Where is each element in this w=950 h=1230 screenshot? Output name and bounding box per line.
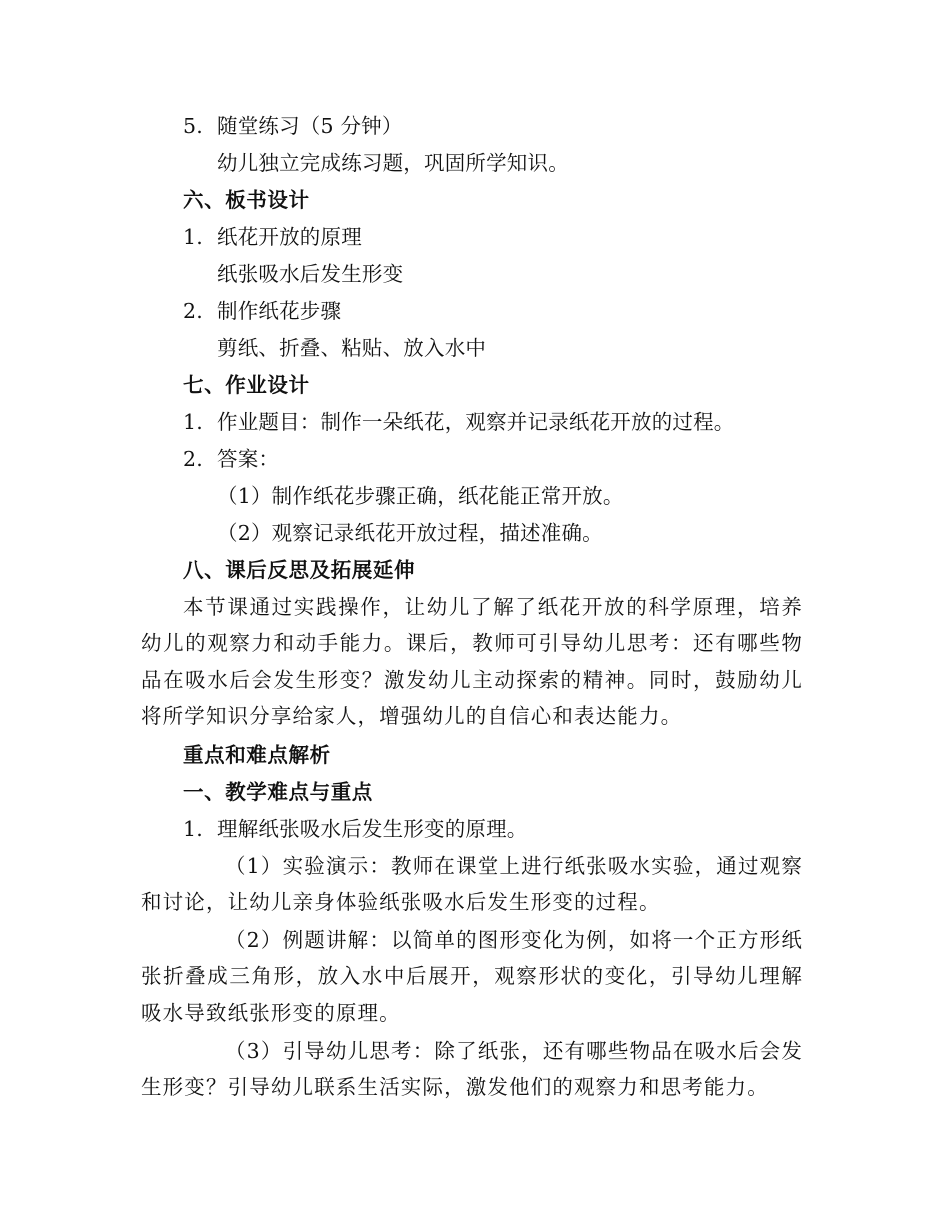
answer-2: （2）观察记录纸花开放过程，描述准确。 — [217, 521, 603, 545]
item-number: 1. — [183, 410, 203, 434]
section-5-desc: 幼儿独立完成练习题，巩固所学知识。 — [217, 151, 569, 175]
section-8-heading: 八、课后反思及拓展延伸 — [183, 558, 416, 582]
item-number: 1. — [183, 225, 203, 249]
section-6-item-2 — [183, 299, 341, 323]
section-6-item-1 — [183, 225, 362, 249]
analysis-sub-heading: 一、教学难点与重点 — [183, 780, 373, 804]
reflection-paragraph: 本节课通过实践操作，让幼儿了解了纸花开放的科学原理，培养幼儿的观察力和动手能力。课后，教师可引导幼儿思考：还有哪些物品在吸水后会发生形变？激发幼儿主动探索的精神。同时，鼓励幼儿将所学知识分享给家人，增强幼儿的自信心和表达能力。 — [141, 595, 803, 728]
item-title: 纸花开放的原理 — [217, 225, 362, 249]
analysis-heading: 重点和难点解析 — [183, 743, 331, 767]
section-6-item-1-desc: 纸张吸水后发生形变 — [217, 262, 404, 286]
section-7-item-2 — [183, 447, 279, 471]
analysis-item-1 — [183, 817, 528, 841]
item-text: 作业题目：制作一朵纸花，观察并记录纸花开放的过程。 — [217, 410, 735, 434]
item-number: 5. — [183, 114, 203, 138]
section-5-item — [183, 114, 403, 138]
analysis-paragraph-2: （2）例题讲解：以简单的图形变化为例，如将一个正方形纸张折叠成三角形，放入水中后展开，观察形状的变化，引导幼儿理解吸水导致纸张形变的原理。 — [141, 928, 803, 1025]
section-6-heading: 六、板书设计 — [183, 188, 310, 212]
item-number: 1. — [183, 817, 203, 841]
answer-1: （1）制作纸花步骤正确，纸花能正常开放。 — [217, 484, 624, 508]
analysis-paragraph-1: （1）实验演示：教师在课堂上进行纸张吸水实验，通过观察和讨论，让幼儿亲身体验纸张吸水后发生形变的过程。 — [141, 854, 803, 915]
item-text: 理解纸张吸水后发生形变的原理。 — [217, 817, 528, 841]
analysis-paragraph-3: （3）引导幼儿思考：除了纸张，还有哪些物品在吸水后会发生形变？引导幼儿联系生活实际，激发他们的观察力和思考能力。 — [141, 1039, 803, 1100]
item-text: 答案： — [217, 447, 280, 471]
section-7-heading: 七、作业设计 — [183, 373, 310, 397]
item-number: 2. — [183, 447, 203, 471]
item-number: 2. — [183, 299, 203, 323]
item-title: 随堂练习（5 分钟） — [217, 114, 403, 138]
section-7-item-1 — [183, 410, 735, 434]
item-title: 制作纸花步骤 — [217, 299, 342, 323]
section-6-item-2-desc: 剪纸、折叠、粘贴、放入水中 — [217, 336, 487, 360]
